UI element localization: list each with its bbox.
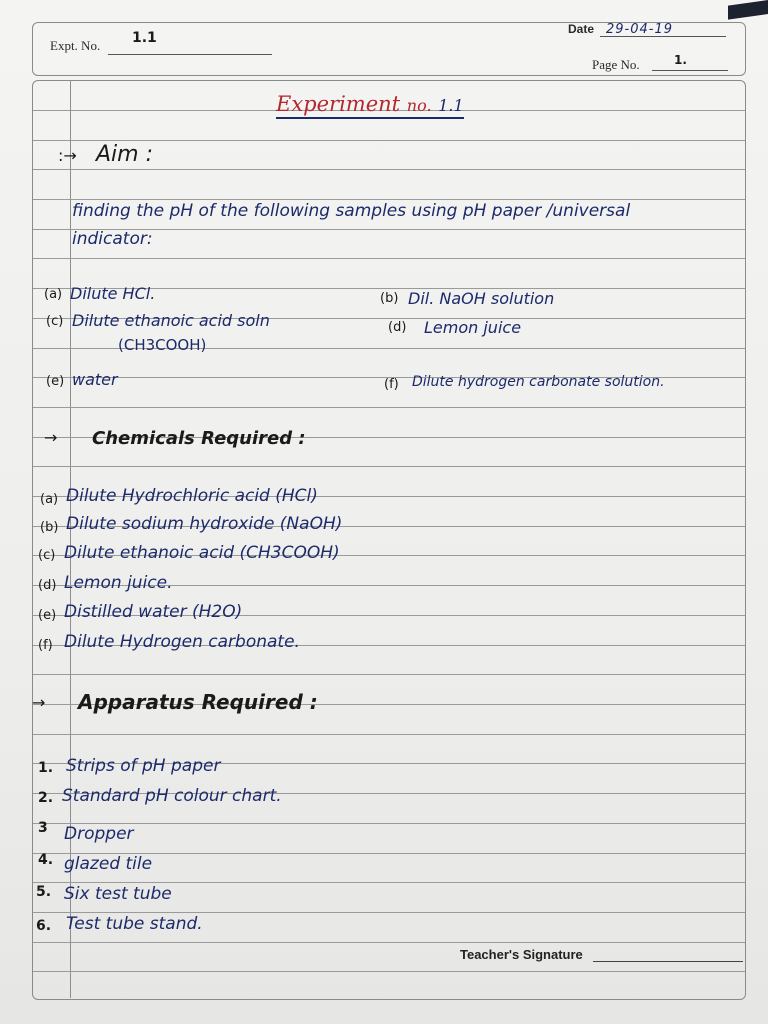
chem-d-label: (d): [38, 578, 57, 593]
expt-no-value: 1.1: [132, 30, 157, 46]
chem-b-label: (b): [40, 520, 59, 535]
aim-statement-line1: finding the pH of the following samples using pH paper /universal: [72, 201, 631, 221]
sample-c-text: Dilute ethanoic acid soln: [72, 311, 270, 330]
teacher-signature-line: [593, 961, 743, 962]
ruled-line: [33, 466, 745, 467]
chem-b-text: Dilute sodium hydroxide (NaOH): [66, 514, 343, 534]
expt-no-label: Expt. No.: [50, 38, 101, 53]
ruled-line: [33, 734, 745, 735]
title-text: Experiment: [276, 92, 401, 116]
sample-d-label: (d): [388, 320, 407, 335]
chem-c-label: (c): [38, 548, 56, 563]
app-4-label: 4.: [38, 852, 54, 868]
date-value: 29-04-19: [606, 22, 674, 37]
ruled-line: [33, 971, 745, 972]
chem-a-text: Dilute Hydrochloric acid (HCl): [66, 486, 318, 506]
sample-c-formula: (CH3COOH): [118, 336, 207, 354]
title-no: no.: [406, 96, 432, 115]
aim-statement-line2: indicator:: [72, 229, 153, 249]
chem-f-text: Dilute Hydrogen carbonate.: [64, 632, 300, 652]
title-number: 1.1: [438, 96, 464, 115]
sample-d-text: Lemon juice: [424, 318, 522, 337]
app-6-label: 6.: [36, 918, 52, 934]
ruled-line: [33, 199, 745, 200]
page-no-label: Page No.: [592, 57, 640, 72]
date-label: Date: [568, 22, 595, 36]
page-no-value: 1.: [674, 53, 687, 67]
teacher-signature-label: Teacher's Signature: [460, 947, 583, 962]
ruled-line: [33, 140, 745, 141]
app-5-text: Six test tube: [64, 884, 172, 904]
app-3-label: 3: [38, 820, 48, 836]
sample-f-text: Dilute hydrogen carbonate solution.: [412, 374, 665, 390]
aim-heading: Aim :: [96, 142, 153, 167]
apparatus-marker: →: [32, 693, 46, 712]
app-1-text: Strips of pH paper: [66, 756, 221, 776]
ruled-line: [33, 942, 745, 943]
apparatus-heading: Apparatus Required :: [78, 690, 318, 714]
app-6-text: Test tube stand.: [66, 914, 203, 934]
app-4-text: glazed tile: [64, 854, 153, 874]
ruled-line: [33, 407, 745, 408]
chem-f-label: (f): [38, 638, 53, 653]
app-3-text: Dropper: [64, 824, 134, 844]
ruled-line: [33, 169, 745, 170]
sample-f-label: (f): [384, 377, 399, 392]
chemicals-heading: Chemicals Required :: [92, 428, 306, 449]
sample-a-label: (a): [44, 287, 63, 302]
sample-a-text: Dilute HCl.: [70, 284, 156, 303]
chem-e-label: (e): [38, 608, 57, 623]
chemicals-marker: →: [44, 428, 58, 447]
chem-d-text: Lemon juice.: [64, 573, 173, 593]
ruled-line: [33, 258, 745, 259]
ruled-line: [33, 823, 745, 824]
app-5-label: 5.: [36, 884, 52, 900]
expt-no-line: [108, 54, 272, 55]
aim-marker: :→: [58, 146, 77, 165]
ruled-line: [33, 912, 745, 913]
experiment-title: [276, 92, 464, 119]
app-2-text: Standard pH colour chart.: [62, 786, 282, 806]
ruled-line: [33, 882, 745, 883]
ruled-line: [33, 674, 745, 675]
chem-e-text: Distilled water (H2O): [64, 602, 243, 622]
sample-e-label: (e): [46, 374, 65, 389]
sample-c-label: (c): [46, 314, 64, 329]
chem-c-text: Dilute ethanoic acid (CH3COOH): [64, 543, 340, 563]
sample-b-text: Dil. NaOH solution: [408, 289, 555, 308]
sample-b-label: (b): [380, 291, 399, 306]
app-1-label: 1.: [38, 760, 54, 776]
app-2-label: 2.: [38, 790, 54, 806]
chem-a-label: (a): [40, 492, 59, 507]
sample-e-text: water: [72, 370, 118, 389]
page-no-line: [652, 70, 728, 71]
